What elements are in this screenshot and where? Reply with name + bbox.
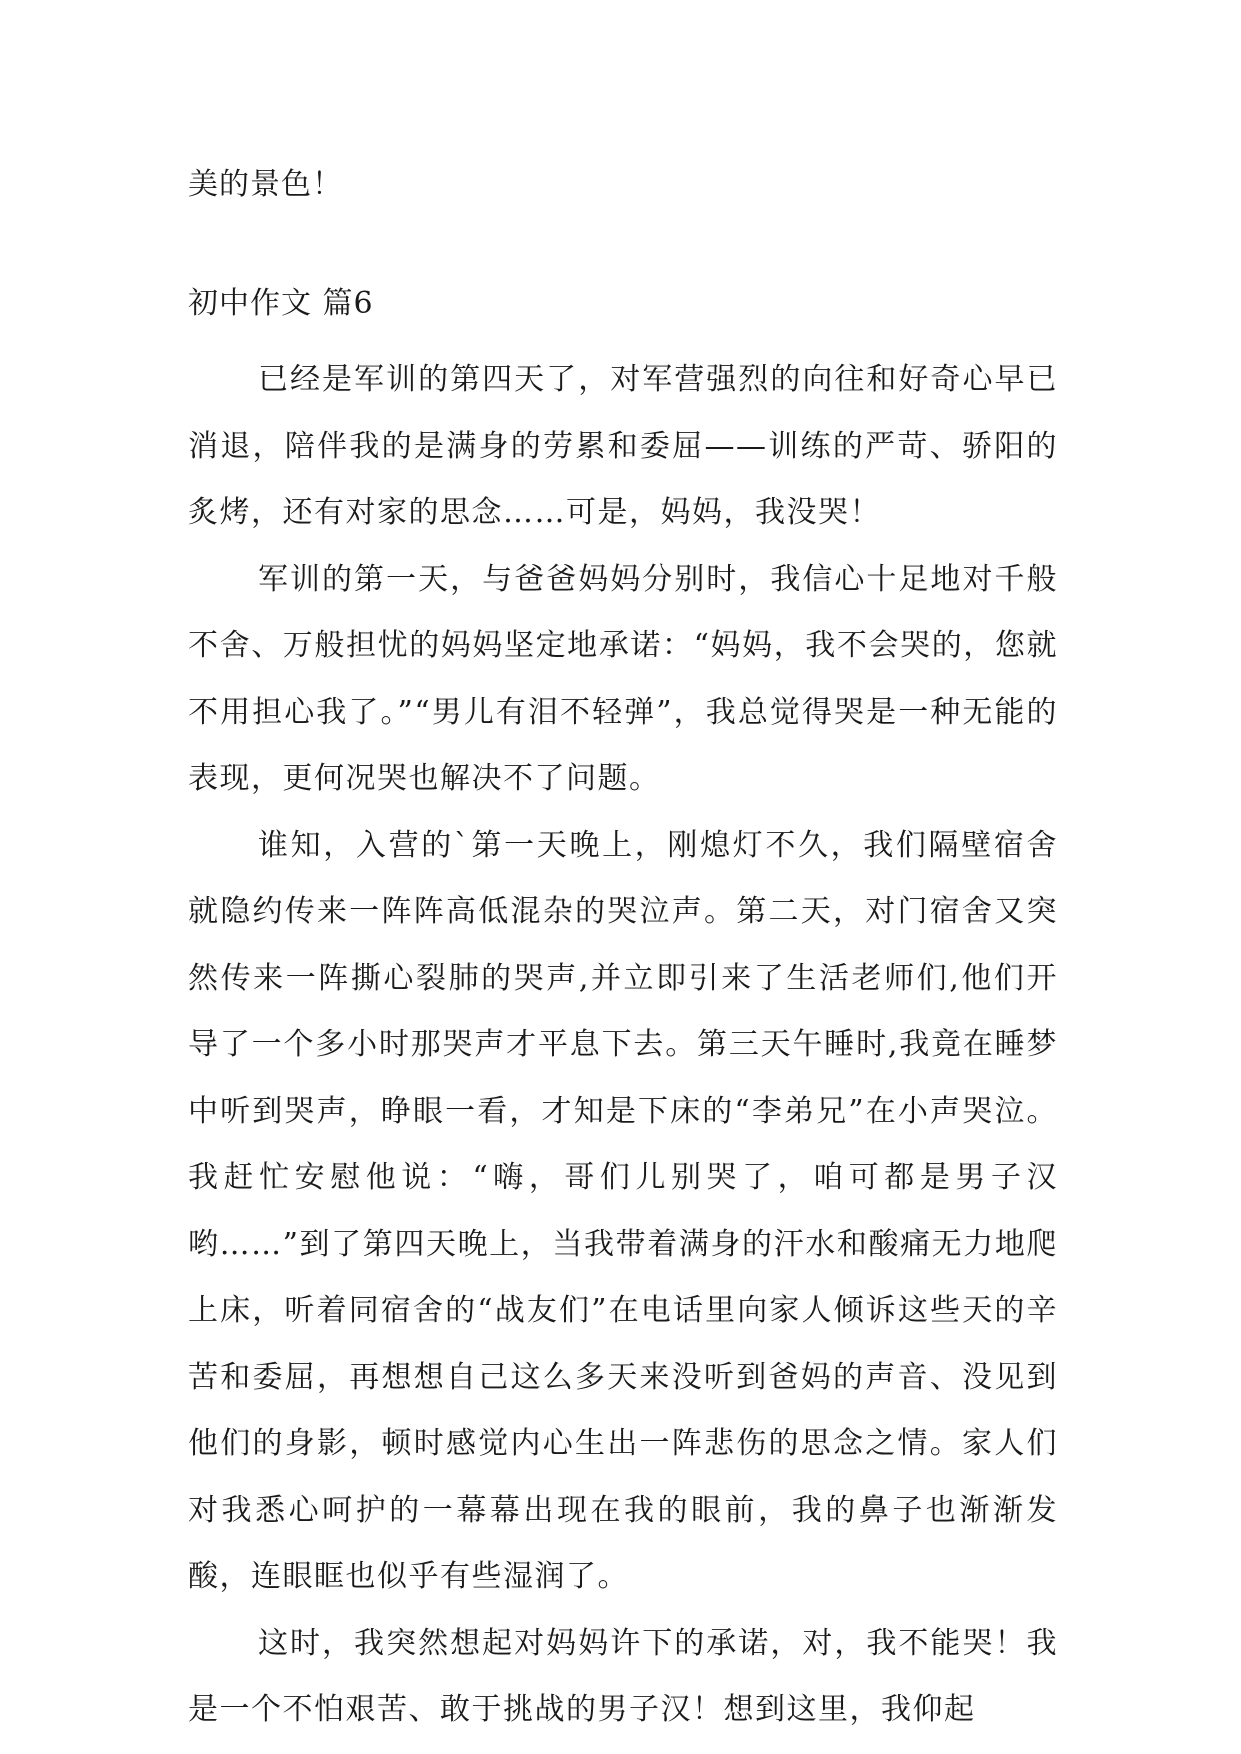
paragraph: 已经是军训的第四天了，对军营强烈的向往和好奇心早已消退，陪伴我的是满身的劳累和委屈——训练的严苛、骄阳的炙烤，还有对家的思念……可是，妈妈，我没哭！ <box>188 362 1058 530</box>
paragraph: 谁知，入营的`第一天晚上，刚熄灯不久，我们隔壁宿舍就隐约传来一阵阵高低混杂的哭泣声。第二天，对门宿舍又突然传来一阵撕心裂肺的哭声,并立即引来了生活老师们,他们开导了一个多小时那哭声才平息下去。第三天午睡时,我竟在睡梦中听到哭声，睁眼一看，才知是下床的“李弟兄”在小声哭泣。我赶忙安慰他说：“嗨，哥们儿别哭了，咱可都是男子汉哟……”到了第四天晚上，当我带着满身的汗水和酸痛无力地爬上床，听着同宿舍的“战友们”在电话里向家人倾诉这些天的辛苦和委屈，再想想自己这么多天来没听到爸妈的声音、没见到他们的身影，顿时感觉内心生出一阵悲伤的思念之情。家人们对我悉心呵护的一幕幕出现在我的眼前，我的鼻子也渐渐发酸，连眼眶也似乎有些湿润了。 <box>188 827 1058 1594</box>
essay-heading: 初中作文 篇6 <box>188 286 374 321</box>
paragraph: 军训的第一天，与爸爸妈妈分别时，我信心十足地对千般不舍、万般担忧的妈妈坚定地承诺：“妈妈，我不会哭的，您就不用担心我了。”“男儿有泪不轻弹”，我总觉得哭是一种无能的表现，更何况哭也解决不了问题。 <box>188 561 1058 796</box>
previous-essay-ending: 美的景色！ <box>188 167 343 202</box>
paragraph: 这时，我突然想起对妈妈许下的承诺，对，我不能哭！我是一个不怕艰苦、敢于挑战的男子汉！想到这里，我仰起 <box>188 1625 1058 1727</box>
essay-body <box>188 347 1058 1744</box>
